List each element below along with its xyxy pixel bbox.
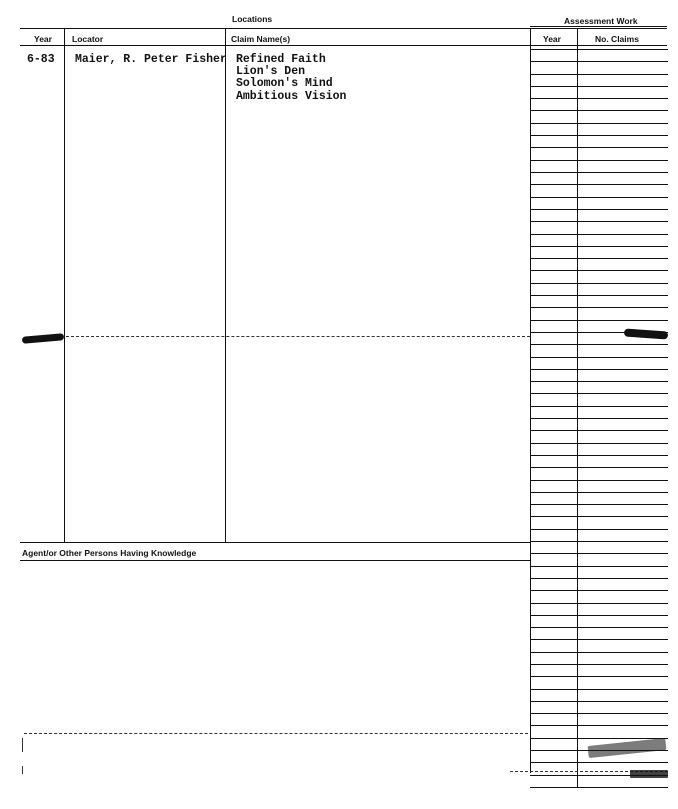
agent-section-top-rule bbox=[20, 542, 530, 543]
assessment-row-line bbox=[530, 627, 668, 628]
assessment-row-line bbox=[530, 381, 668, 382]
assessment-row-line bbox=[530, 172, 668, 173]
assessment-row-line bbox=[530, 504, 668, 505]
assessment-row-line bbox=[530, 467, 668, 468]
assessment-row-line bbox=[530, 406, 668, 407]
assessment-row-line bbox=[530, 418, 668, 419]
assessment-row-line bbox=[530, 689, 668, 690]
fold-line bbox=[66, 336, 530, 337]
assessment-row-line bbox=[530, 160, 668, 161]
claim-name: Refined Faith bbox=[236, 53, 326, 66]
divider-year-locator bbox=[64, 28, 65, 542]
column-header-locator: Locator bbox=[72, 34, 104, 44]
assessment-row-line bbox=[530, 603, 668, 604]
claim-name: Ambitious Vision bbox=[236, 89, 347, 103]
assessment-row-line bbox=[530, 110, 668, 111]
scan-noise-patch bbox=[630, 770, 668, 778]
assessment-row-line bbox=[530, 234, 668, 235]
assessment-row-line bbox=[530, 762, 668, 763]
ink-smudge-left bbox=[22, 333, 64, 344]
assessment-row-line bbox=[530, 787, 668, 788]
divider-claims-assessment bbox=[530, 28, 531, 773]
agent-section-label-rule bbox=[20, 560, 530, 561]
ink-smudge-right bbox=[624, 328, 668, 339]
assessment-row-line bbox=[530, 344, 668, 345]
column-header-aw-year: Year bbox=[543, 34, 561, 44]
assessment-row-line bbox=[530, 529, 668, 530]
scan-artifact bbox=[22, 766, 23, 774]
assessment-top-rule bbox=[530, 26, 667, 27]
assessment-row-line bbox=[530, 676, 668, 677]
assessment-row-line bbox=[530, 664, 668, 665]
column-header-year: Year bbox=[34, 34, 52, 44]
assessment-row-line bbox=[530, 320, 668, 321]
assessment-row-line bbox=[530, 553, 668, 554]
assessment-row-line bbox=[530, 357, 668, 358]
assessment-row-line bbox=[530, 135, 668, 136]
assessment-row-line bbox=[530, 713, 668, 714]
locations-heading: Locations bbox=[232, 14, 273, 24]
assessment-row-line bbox=[530, 307, 668, 308]
assessment-row-line bbox=[530, 332, 668, 333]
column-header-no-claims: No. Claims bbox=[595, 34, 639, 44]
assessment-row-line bbox=[530, 430, 668, 431]
assessment-row-line bbox=[530, 541, 668, 542]
claim-names-list bbox=[236, 54, 346, 103]
assessment-row-line bbox=[530, 258, 668, 259]
assessment-row-line bbox=[530, 615, 668, 616]
column-header-claim-names: Claim Name(s) bbox=[231, 34, 291, 44]
divider-locator-claims bbox=[225, 28, 226, 542]
assessment-row-line bbox=[530, 725, 668, 726]
header-bottom-rule bbox=[20, 45, 667, 46]
assessment-row-line bbox=[530, 516, 668, 517]
bottom-fold-line bbox=[24, 733, 528, 734]
claim-name: Solomon's Mind bbox=[236, 77, 333, 91]
assessment-row-line bbox=[530, 270, 668, 271]
assessment-row-line bbox=[530, 701, 668, 702]
assessment-row-line bbox=[530, 98, 668, 99]
assessment-row-line bbox=[530, 184, 668, 185]
assessment-row-line bbox=[530, 246, 668, 247]
assessment-row-line bbox=[530, 147, 668, 148]
entry-year: 6-83 bbox=[27, 53, 55, 66]
assessment-row-line bbox=[530, 74, 668, 75]
entry-locator: Maier, R. Peter Fisher bbox=[75, 53, 227, 66]
assessment-row-line bbox=[530, 209, 668, 210]
assessment-row-line bbox=[530, 86, 668, 87]
assessment-row-line bbox=[530, 480, 668, 481]
assessment-row-line bbox=[530, 639, 668, 640]
assessment-row-line bbox=[530, 221, 668, 222]
assessment-row-line bbox=[530, 738, 668, 739]
assessment-row-line bbox=[530, 455, 668, 456]
claim-name: Lion's Den bbox=[236, 65, 306, 79]
assessment-row-line bbox=[530, 123, 668, 124]
assessment-row-line bbox=[530, 295, 668, 296]
assessment-row-line bbox=[530, 566, 668, 567]
assessment-row-line bbox=[530, 393, 668, 394]
assessment-row-line bbox=[530, 590, 668, 591]
agent-section-label: Agent/or Other Persons Having Knowledge bbox=[22, 548, 197, 558]
divider-aw-year-no-claims bbox=[577, 28, 578, 788]
top-rule bbox=[20, 28, 667, 29]
assessment-row-line bbox=[530, 578, 668, 579]
assessment-row-line bbox=[530, 283, 668, 284]
assessment-row-line bbox=[530, 49, 668, 50]
assessment-row-line bbox=[530, 775, 668, 776]
assessment-row-line bbox=[530, 750, 668, 751]
scan-noise-patch bbox=[588, 738, 667, 758]
scan-artifact bbox=[22, 738, 23, 752]
assessment-row-line bbox=[530, 492, 668, 493]
assessment-row-line bbox=[530, 61, 668, 62]
assessment-row-line bbox=[530, 197, 668, 198]
assessment-row-line bbox=[530, 369, 668, 370]
assessment-work-heading: Assessment Work bbox=[564, 16, 638, 26]
assessment-row-line bbox=[530, 443, 668, 444]
assessment-row-line bbox=[530, 652, 668, 653]
